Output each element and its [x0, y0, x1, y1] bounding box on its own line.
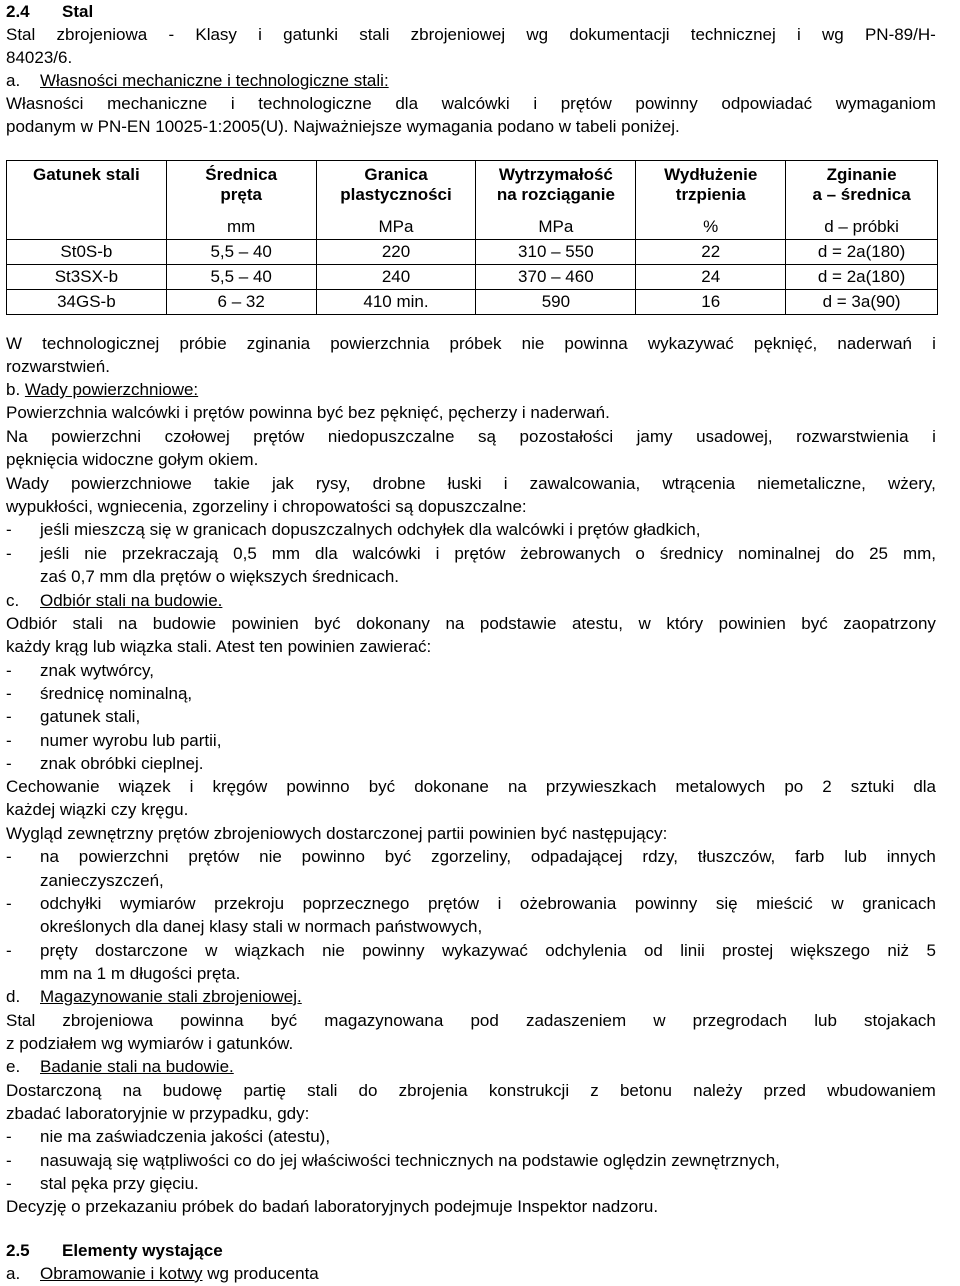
word: nie [84, 544, 107, 563]
unit-cell: MPa [316, 215, 476, 240]
list-item-continuation: określonych dla danej klasy stali w normach państwowych, [40, 917, 483, 936]
subsection-b-heading [6, 380, 198, 400]
list-item: - na powierzchni prętów nie powinno być zgorzeliny, odpadającej rdzy, tłuszczów, farb lub innych [6, 847, 936, 866]
word: lub [814, 1011, 837, 1030]
word: odpadającej [530, 847, 623, 866]
word: wymiarów [119, 894, 196, 913]
word: nie [521, 334, 545, 353]
word: na [40, 847, 59, 866]
table-cell: 24 [636, 265, 786, 290]
word: rozwarstwienia [796, 427, 909, 446]
subsection-c-heading [6, 591, 222, 611]
word: pod [470, 1011, 499, 1030]
subsection-title: Badanie stali na budowie. [40, 1057, 234, 1076]
subsection-title: Własności mechaniczne i technologiczne stali: [40, 71, 389, 90]
word: zaopatrzony [843, 614, 936, 633]
word: do [358, 1081, 378, 1100]
word: Klasy [195, 25, 237, 44]
list-item: - odchyłki wymiarów przekroju poprzecznego prętów i ożebrowania powinny się mieścić w granicach [6, 894, 936, 913]
b-line-3: pęknięcia widoczne gołym okiem. [6, 450, 259, 469]
word: powierzchnia [330, 334, 430, 353]
word: przywieszkach [545, 777, 657, 796]
word: prętów [560, 94, 612, 113]
word: w [831, 894, 844, 913]
table-cell: 590 [476, 290, 636, 315]
subsection-letter: a. [6, 1264, 21, 1283]
list-item-continuation: zaś 0,7 mm dla prętów o większych średnicach. [40, 567, 400, 586]
word: drobne [372, 474, 426, 493]
word: poprzecznego [302, 894, 410, 913]
word: W [6, 334, 23, 353]
section-number: 2.5 [6, 1241, 30, 1260]
word: jeśli [40, 544, 70, 563]
word: przekroju [214, 894, 285, 913]
table-header-row [7, 161, 938, 216]
subsection-letter: e. [6, 1057, 21, 1076]
word: w [205, 941, 218, 960]
word: farb [795, 847, 825, 866]
word: nominalnej [738, 544, 821, 563]
word: atestu, [571, 614, 623, 633]
word: dla [913, 777, 936, 796]
subsection-title: Wady powierzchniowe: [24, 380, 199, 399]
word: pęknięć, [753, 334, 818, 353]
word: powinien [718, 614, 786, 633]
word: sztuki [850, 777, 895, 796]
section-number: 2.4 [6, 2, 30, 21]
word: zbrojeniowa [62, 1011, 154, 1030]
word: budowie [152, 614, 217, 633]
table-cell: 6 – 32 [166, 290, 316, 315]
table-cell: 34GS-b [7, 290, 167, 315]
unit-cell: d – próbki [786, 215, 938, 240]
word: i [932, 427, 936, 446]
word: ożebrowania [519, 894, 617, 913]
word: mm [271, 544, 301, 563]
word: są [478, 427, 497, 446]
word: Dostarczoną [6, 1081, 102, 1100]
word: czołowej [164, 427, 230, 446]
list-item: - nie ma zaświadczenia jakości (atestu), [6, 1127, 331, 1146]
word: betonu [619, 1081, 672, 1100]
word: przed [763, 1081, 806, 1100]
unit-cell [7, 215, 167, 240]
word: wiązkach [234, 941, 305, 960]
list-item: - pręty dostarczone w wiązkach nie powinny wykazywać odchylenia od linii prostej większego niż 5 [6, 941, 936, 960]
word: łuski [447, 474, 482, 493]
c-line-4: każdej wiązki czy kręgu. [6, 800, 189, 819]
word: na [445, 614, 465, 633]
table-row [7, 265, 938, 290]
e-line-3: Decyzję o przekazaniu próbek do badań laboratoryjnych podejmuje Inspektor nadzoru. [6, 1197, 659, 1216]
list-item: - jeśli mieszczą się w granicach dopuszczalnych odchyłek dla walcówki i prętów gładkich, [6, 520, 701, 539]
table-cell: d = 2a(180) [786, 240, 938, 265]
table-cell: St3SX-b [7, 265, 167, 290]
subsection-2-5-a [6, 1264, 319, 1284]
word: powierzchni [78, 847, 169, 866]
unit-cell: % [636, 215, 786, 240]
subsection-letter: d. [6, 987, 21, 1006]
list-item-continuation: mm na 1 m długości pręta. [40, 964, 241, 983]
unit-cell: mm [166, 215, 316, 240]
word: rysy, [315, 474, 351, 493]
subsection-a-heading [6, 71, 389, 91]
table-cell: 5,5 – 40 [166, 265, 316, 290]
word: granicach [862, 894, 936, 913]
word: rdzy, [642, 847, 678, 866]
word: odchylenia [545, 941, 627, 960]
table-cell: d = 2a(180) [786, 265, 938, 290]
word: nie [322, 941, 345, 960]
section-heading-2-5 [6, 1241, 223, 1261]
word: Stal [6, 1011, 36, 1030]
word: partię [243, 1081, 286, 1100]
word: takie [214, 474, 250, 493]
word: stali [72, 614, 103, 633]
table-cell: 410 min. [316, 290, 476, 315]
word: zbrojeniowa [56, 25, 148, 44]
word: być [368, 777, 396, 796]
word: linii [680, 941, 705, 960]
list-item: - znak obróbki cieplnej. [6, 754, 204, 773]
word: 5 [926, 941, 936, 960]
subsection-letter: c. [6, 591, 20, 610]
table-row [7, 240, 938, 265]
header-cell: Granica plastyczności [316, 161, 476, 216]
table-cell: 240 [316, 265, 476, 290]
word: i [258, 25, 262, 44]
word: próbek [449, 334, 502, 353]
word: jak [272, 474, 294, 493]
word: po [784, 777, 804, 796]
table-cell: 22 [636, 240, 786, 265]
word: niż [887, 941, 910, 960]
word: wykazywać [441, 941, 528, 960]
word: - [168, 25, 175, 44]
word: należy [693, 1081, 743, 1100]
word: technicznej [690, 25, 776, 44]
word: lub [844, 847, 867, 866]
word: z [590, 1081, 599, 1100]
intro-line-1 [6, 25, 936, 45]
word: wiązek [118, 777, 171, 796]
d-line-2: z podziałem wg wymiarów i gatunków. [6, 1034, 294, 1053]
word: prostej [722, 941, 774, 960]
word: kręgów [212, 777, 268, 796]
table-cell: 370 – 460 [476, 265, 636, 290]
c-line-1 [6, 614, 936, 634]
table-cell: d = 3a(90) [786, 290, 938, 315]
word: naderwań [837, 334, 912, 353]
b-line-1: Powierzchnia walcówki i prętów powinna być bez pęknięć, pęcherzy i naderwań. [6, 403, 610, 422]
word: prętów [253, 427, 305, 446]
word: zawalcowania, [529, 474, 641, 493]
word: dokonane [414, 777, 489, 796]
word: i [230, 94, 235, 113]
word: wtrącenia [662, 474, 736, 493]
word: powinien [231, 614, 299, 633]
word: zbrojeniowej [410, 25, 506, 44]
word: walcówki [352, 544, 421, 563]
subsection-d-heading [6, 987, 302, 1007]
header-cell: Gatunek stali [7, 161, 167, 216]
subsection-letter: a. [6, 71, 21, 90]
header-cell: Wytrzymałość na rozciąganie [476, 161, 636, 216]
subsection-letter: b. [6, 380, 21, 399]
steel-grades-table [6, 160, 938, 315]
word: mieścić [756, 894, 813, 913]
subsection-title: Odbiór stali na budowie. [40, 591, 223, 610]
a-paragraph-line-2: podanym w PN-EN 10025-1:2005(U). Najważniejsze wymagania podano w tabeli poniżej. [6, 117, 680, 136]
word: pozostałości [519, 427, 614, 446]
word: technologicznej [42, 334, 160, 353]
word: i [497, 894, 502, 913]
word: gatunki [283, 25, 338, 44]
list-item: - znak wytwórcy, [6, 661, 154, 680]
word: dokumentacji [569, 25, 670, 44]
section-title: Elementy wystające [62, 1241, 223, 1260]
word: stali [359, 25, 390, 44]
word: który [666, 614, 704, 633]
word: walcówki [441, 94, 510, 113]
word: na [118, 614, 138, 633]
table-units-row [7, 215, 938, 240]
word: 2 [822, 777, 832, 796]
e-line-2: zbadać laboratoryjnie w przypadku, gdy: [6, 1104, 310, 1123]
section-heading-2-4 [6, 2, 93, 22]
word: powinno [286, 777, 350, 796]
word: być [314, 614, 341, 633]
word: wymaganiom [835, 94, 936, 113]
d-line-1 [6, 1011, 936, 1031]
word: stojakach [864, 1011, 936, 1030]
word: w [653, 1011, 666, 1030]
word: prętów [454, 544, 506, 563]
after-table-line-2: rozwarstwień. [6, 357, 110, 376]
a-paragraph-line-1 [6, 94, 936, 114]
word: od [643, 941, 663, 960]
word: wg [526, 25, 549, 44]
word: mechaniczne [107, 94, 208, 113]
word: 0,5 [233, 544, 257, 563]
word: i [533, 94, 538, 113]
word: powinno [301, 847, 365, 866]
word: niedopuszczalne [327, 427, 455, 446]
word: być [384, 847, 412, 866]
word: być [270, 1011, 298, 1030]
word: zginania [246, 334, 311, 353]
word: i [503, 474, 508, 493]
word: Stal [6, 25, 36, 44]
word: metalowych [675, 777, 766, 796]
word: konstrukcji [488, 1081, 570, 1100]
word: próbie [179, 334, 227, 353]
subsection-rest: wg producenta [202, 1264, 319, 1283]
word: zbrojenia [398, 1081, 468, 1100]
header-cell: Wydłużenie trzpienia [636, 161, 786, 216]
word: prętów [188, 847, 240, 866]
word: Odbiór [6, 614, 58, 633]
word: technologiczne [258, 94, 372, 113]
word: dla [315, 544, 338, 563]
header-cell: Zginanie a – średnica [786, 161, 938, 216]
word: PN-89/H- [864, 25, 936, 44]
word: 25 [869, 544, 889, 563]
word: żebrowanych [520, 544, 621, 563]
word: mm, [902, 544, 936, 563]
table-cell: 220 [316, 240, 476, 265]
word: i [932, 334, 936, 353]
word: pręty [40, 941, 78, 960]
word: powinny [634, 894, 698, 913]
word: wbudowaniem [827, 1081, 936, 1100]
word: powinny [635, 94, 698, 113]
word: Własności [6, 94, 84, 113]
word: zgorzeliny, [431, 847, 512, 866]
subsection-e-heading [6, 1057, 234, 1077]
b-line-4 [6, 474, 936, 494]
subsection-title: Magazynowanie stali zbrojeniowej. [40, 987, 302, 1006]
word: usadowej, [696, 427, 773, 446]
word: powierzchni [51, 427, 142, 446]
section-title: Stal [62, 2, 94, 21]
word: niemetaliczne, [757, 474, 866, 493]
word: Wady [6, 474, 49, 493]
word: na [122, 1081, 142, 1100]
word: powinna [564, 334, 628, 353]
word: na [507, 777, 527, 796]
word: w [638, 614, 651, 633]
c-line-3 [6, 777, 936, 797]
word: nie [259, 847, 282, 866]
list-item: - stal pęka przy gięciu. [6, 1174, 199, 1193]
word: wykazywać [647, 334, 734, 353]
c-line-2: każdy krąg lub wiązka stali. Atest ten powinien zawierać: [6, 637, 432, 656]
word: dokonany [356, 614, 430, 633]
table-row [7, 290, 938, 315]
word: magazynowana [324, 1011, 444, 1030]
word: przekraczają [121, 544, 219, 563]
word: powierzchniowe [70, 474, 192, 493]
word: podstawie [479, 614, 557, 633]
header-cell: Średnica pręta [166, 161, 316, 216]
list-item: - gatunek stali, [6, 707, 141, 726]
word: i [189, 777, 194, 796]
word: o [635, 544, 645, 563]
table-cell: St0S-b [7, 240, 167, 265]
word: średnicy [659, 544, 724, 563]
word: prętów [427, 894, 479, 913]
word: Na [6, 427, 28, 446]
word: być [801, 614, 828, 633]
intro-line-2: 84023/6. [6, 48, 73, 67]
word: powinna [180, 1011, 244, 1030]
list-item: - nasuwają się wątpliwości co do jej właściwości technicznych na podstawie oględzin zewnętrznych, [6, 1151, 780, 1170]
word: wżery, [888, 474, 936, 493]
word: odpowiadać [721, 94, 813, 113]
word: jamy [636, 427, 673, 446]
subsection-title: Obramowanie i kotwy [40, 1264, 203, 1283]
after-table-line-1 [6, 334, 936, 354]
word: stali [307, 1081, 338, 1100]
table-cell: 16 [636, 290, 786, 315]
list-item-continuation: zanieczyszczeń, [40, 871, 164, 890]
word: tłuszczów, [697, 847, 776, 866]
c-line-5: Wygląd zewnętrzny prętów zbrojeniowych dostarczonej partii powinien być następujący: [6, 824, 668, 843]
b-line-5: wypukłości, wgniecenia, zgorzeliny i chropowatości są dopuszczalne: [6, 497, 527, 516]
b-line-2 [6, 427, 936, 447]
word: innych [886, 847, 936, 866]
word: odchyłki [40, 894, 102, 913]
word: i [797, 25, 801, 44]
unit-cell: MPa [476, 215, 636, 240]
word: powinny [362, 941, 425, 960]
table-cell: 310 – 550 [476, 240, 636, 265]
list-item: - numer wyrobu lub partii, [6, 731, 222, 750]
word: przegrodach [692, 1011, 788, 1030]
word: się [715, 894, 738, 913]
word: do [835, 544, 855, 563]
word: dostarczone [95, 941, 188, 960]
word: budowę [162, 1081, 223, 1100]
e-line-1 [6, 1081, 936, 1101]
list-item: - średnicę nominalną, [6, 684, 193, 703]
word: zadaszeniem [525, 1011, 627, 1030]
word: wg [822, 25, 844, 44]
word: i [435, 544, 440, 563]
word: dla [395, 94, 419, 113]
word: Cechowanie [6, 777, 100, 796]
list-item: - jeśli nie przekraczają 0,5 mm dla walcówki i prętów żebrowanych o średnicy nominalnej do 25 mm, [6, 544, 936, 563]
word: większego [790, 941, 870, 960]
table-cell: 5,5 – 40 [166, 240, 316, 265]
